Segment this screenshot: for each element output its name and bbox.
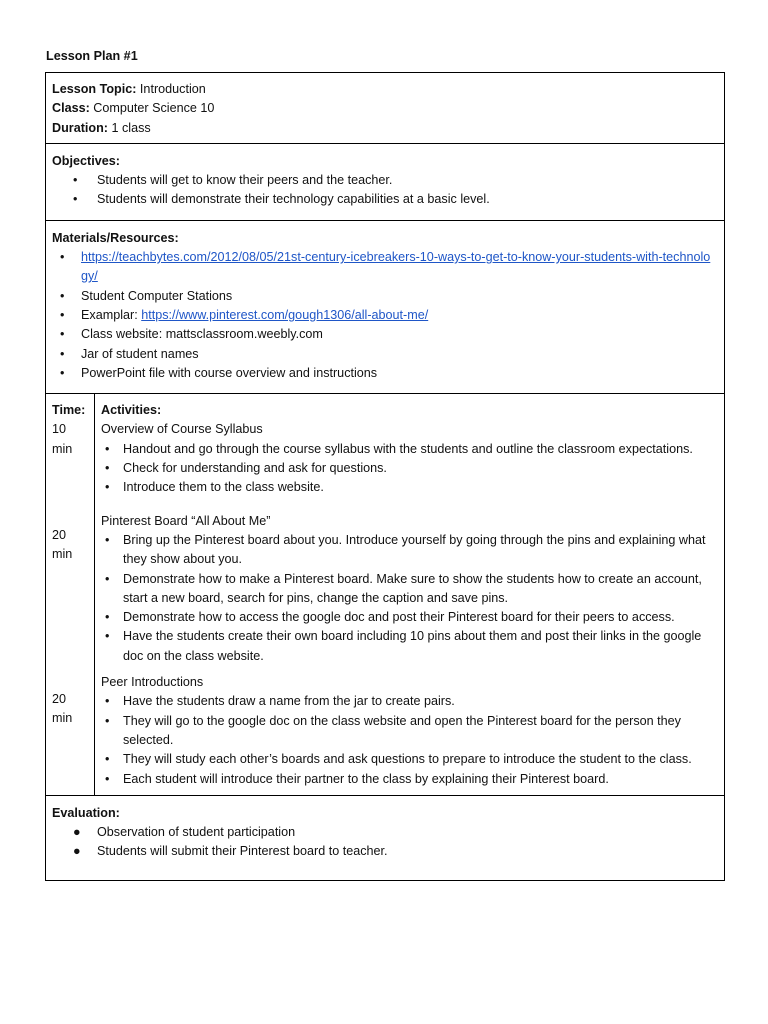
list-item: • They will study each other’s boards and ask questions to prepare to introduce the student to the class.: [101, 750, 718, 769]
bullet-icon: •: [105, 441, 110, 456]
time-block-3: 20 min: [52, 691, 73, 725]
lesson-topic-line: [52, 80, 718, 99]
bullet-icon: •: [60, 346, 65, 361]
bullet-icon: •: [60, 250, 65, 265]
bullet-icon: •: [105, 532, 110, 547]
teachbytes-link[interactable]: https://teachbytes.com/2012/08/05/21st-century-icebreakers-10-ways-to-get-to-know-your-students-with-technology/: [81, 250, 711, 284]
evaluation-heading: Evaluation:: [52, 805, 120, 820]
lesson-topic-label: Lesson Topic:: [52, 82, 137, 96]
activity-title: Pinterest Board “All About Me”: [101, 513, 271, 528]
duration-line: [52, 119, 718, 138]
activities-column: [95, 394, 725, 796]
exemplar-label: Examplar:: [81, 307, 142, 322]
class-label: Class:: [52, 101, 90, 116]
lesson-plan-table: [45, 72, 725, 881]
pinterest-exemplar-link[interactable]: https://www.pinterest.com/gough1306/all-about-me/: [141, 307, 429, 322]
lesson-topic-value: Introduction: [136, 82, 206, 96]
bullet-icon: •: [60, 288, 65, 303]
bullet-icon: ●: [73, 844, 81, 859]
list-item: • Student Computer Stations: [52, 287, 718, 306]
bullet-icon: •: [105, 771, 110, 786]
list-item: [52, 306, 718, 325]
bullet-icon: •: [105, 571, 110, 586]
header-section: [46, 73, 725, 144]
list-item: • Class website: mattsclassroom.weebly.com: [52, 325, 718, 344]
activity-list: [101, 531, 718, 666]
time-block-2: 20 min: [52, 528, 73, 562]
list-item: • Demonstrate how to make a Pinterest board. Make sure to show the students how to create an account, start a new board, search for pins, change the caption and save pins.: [105, 571, 702, 605]
materials-list: [52, 248, 718, 383]
time-block-1: 10 min: [52, 422, 73, 456]
activity-title: Peer Introductions: [101, 675, 204, 690]
bullet-icon: •: [105, 480, 110, 495]
materials-heading: Materials/Resources:: [52, 230, 179, 245]
objectives-heading: Objectives:: [52, 153, 120, 168]
class-line: [52, 99, 718, 118]
materials-section: [46, 220, 725, 393]
time-column: [46, 394, 95, 796]
list-item: • Bring up the Pinterest board about you. Introduce yourself by going through the pins and explaining what they show about you.: [105, 532, 706, 567]
bullet-icon: •: [105, 629, 110, 644]
list-item: ● Observation of student participation: [52, 823, 718, 842]
bullet-icon: •: [73, 173, 78, 188]
bullet-icon: •: [73, 192, 78, 207]
bullet-icon: •: [60, 307, 65, 322]
bullet-icon: •: [105, 713, 110, 728]
list-item: • Demonstrate how to access the google doc and post their Pinterest board for their peers to access.: [101, 608, 718, 627]
activity-title: Overview of Course Syllabus: [101, 422, 263, 437]
list-item: • Jar of student names: [52, 345, 718, 364]
schedule-section: [46, 394, 725, 796]
duration-label: Duration:: [52, 120, 108, 135]
list-item: • PowerPoint file with course overview and instructions: [52, 364, 718, 383]
list-item: • Introduce them to the class website.: [101, 478, 718, 497]
activities-heading: Activities:: [101, 403, 162, 418]
duration-value: 1 class: [107, 120, 151, 135]
list-item: • Have the students draw a name from the jar to create pairs.: [101, 692, 718, 711]
list-item: • Handout and go through the course syllabus with the students and outline the classroom expectations.: [101, 440, 718, 459]
list-item: [52, 248, 718, 287]
list-item: ● Students will submit their Pinterest board to teacher.: [52, 842, 718, 861]
activity-list: [101, 692, 718, 788]
evaluation-section: [46, 795, 725, 880]
list-item: • They will go to the google doc on the class website and open the Pinterest board for the person they selected.: [105, 713, 681, 747]
list-item: • Students will demonstrate their technology capabilities at a basic level.: [52, 190, 718, 209]
bullet-icon: •: [105, 752, 110, 767]
bullet-icon: •: [60, 327, 65, 342]
bullet-icon: ●: [73, 825, 81, 840]
bullet-icon: •: [60, 365, 65, 380]
list-item: • Have the students create their own board including 10 pins about them and post their links in the google doc on the class website.: [105, 629, 702, 663]
bullet-icon: •: [105, 610, 110, 625]
list-item: • Each student will introduce their partner to the class by explaining their Pinterest board.: [101, 770, 718, 789]
evaluation-list: [52, 823, 718, 862]
document-title: Lesson Plan #1: [46, 49, 138, 63]
list-item: • Students will get to know their peers and the teacher.: [52, 171, 718, 190]
activity-list: [101, 440, 718, 498]
objectives-section: [46, 143, 725, 220]
time-heading: Time:: [52, 403, 86, 418]
bullet-icon: •: [105, 694, 110, 709]
bullet-icon: •: [105, 461, 110, 476]
list-item: • Check for understanding and ask for questions.: [101, 459, 718, 478]
class-value: Computer Science 10: [89, 101, 215, 116]
objectives-list: [52, 171, 718, 210]
